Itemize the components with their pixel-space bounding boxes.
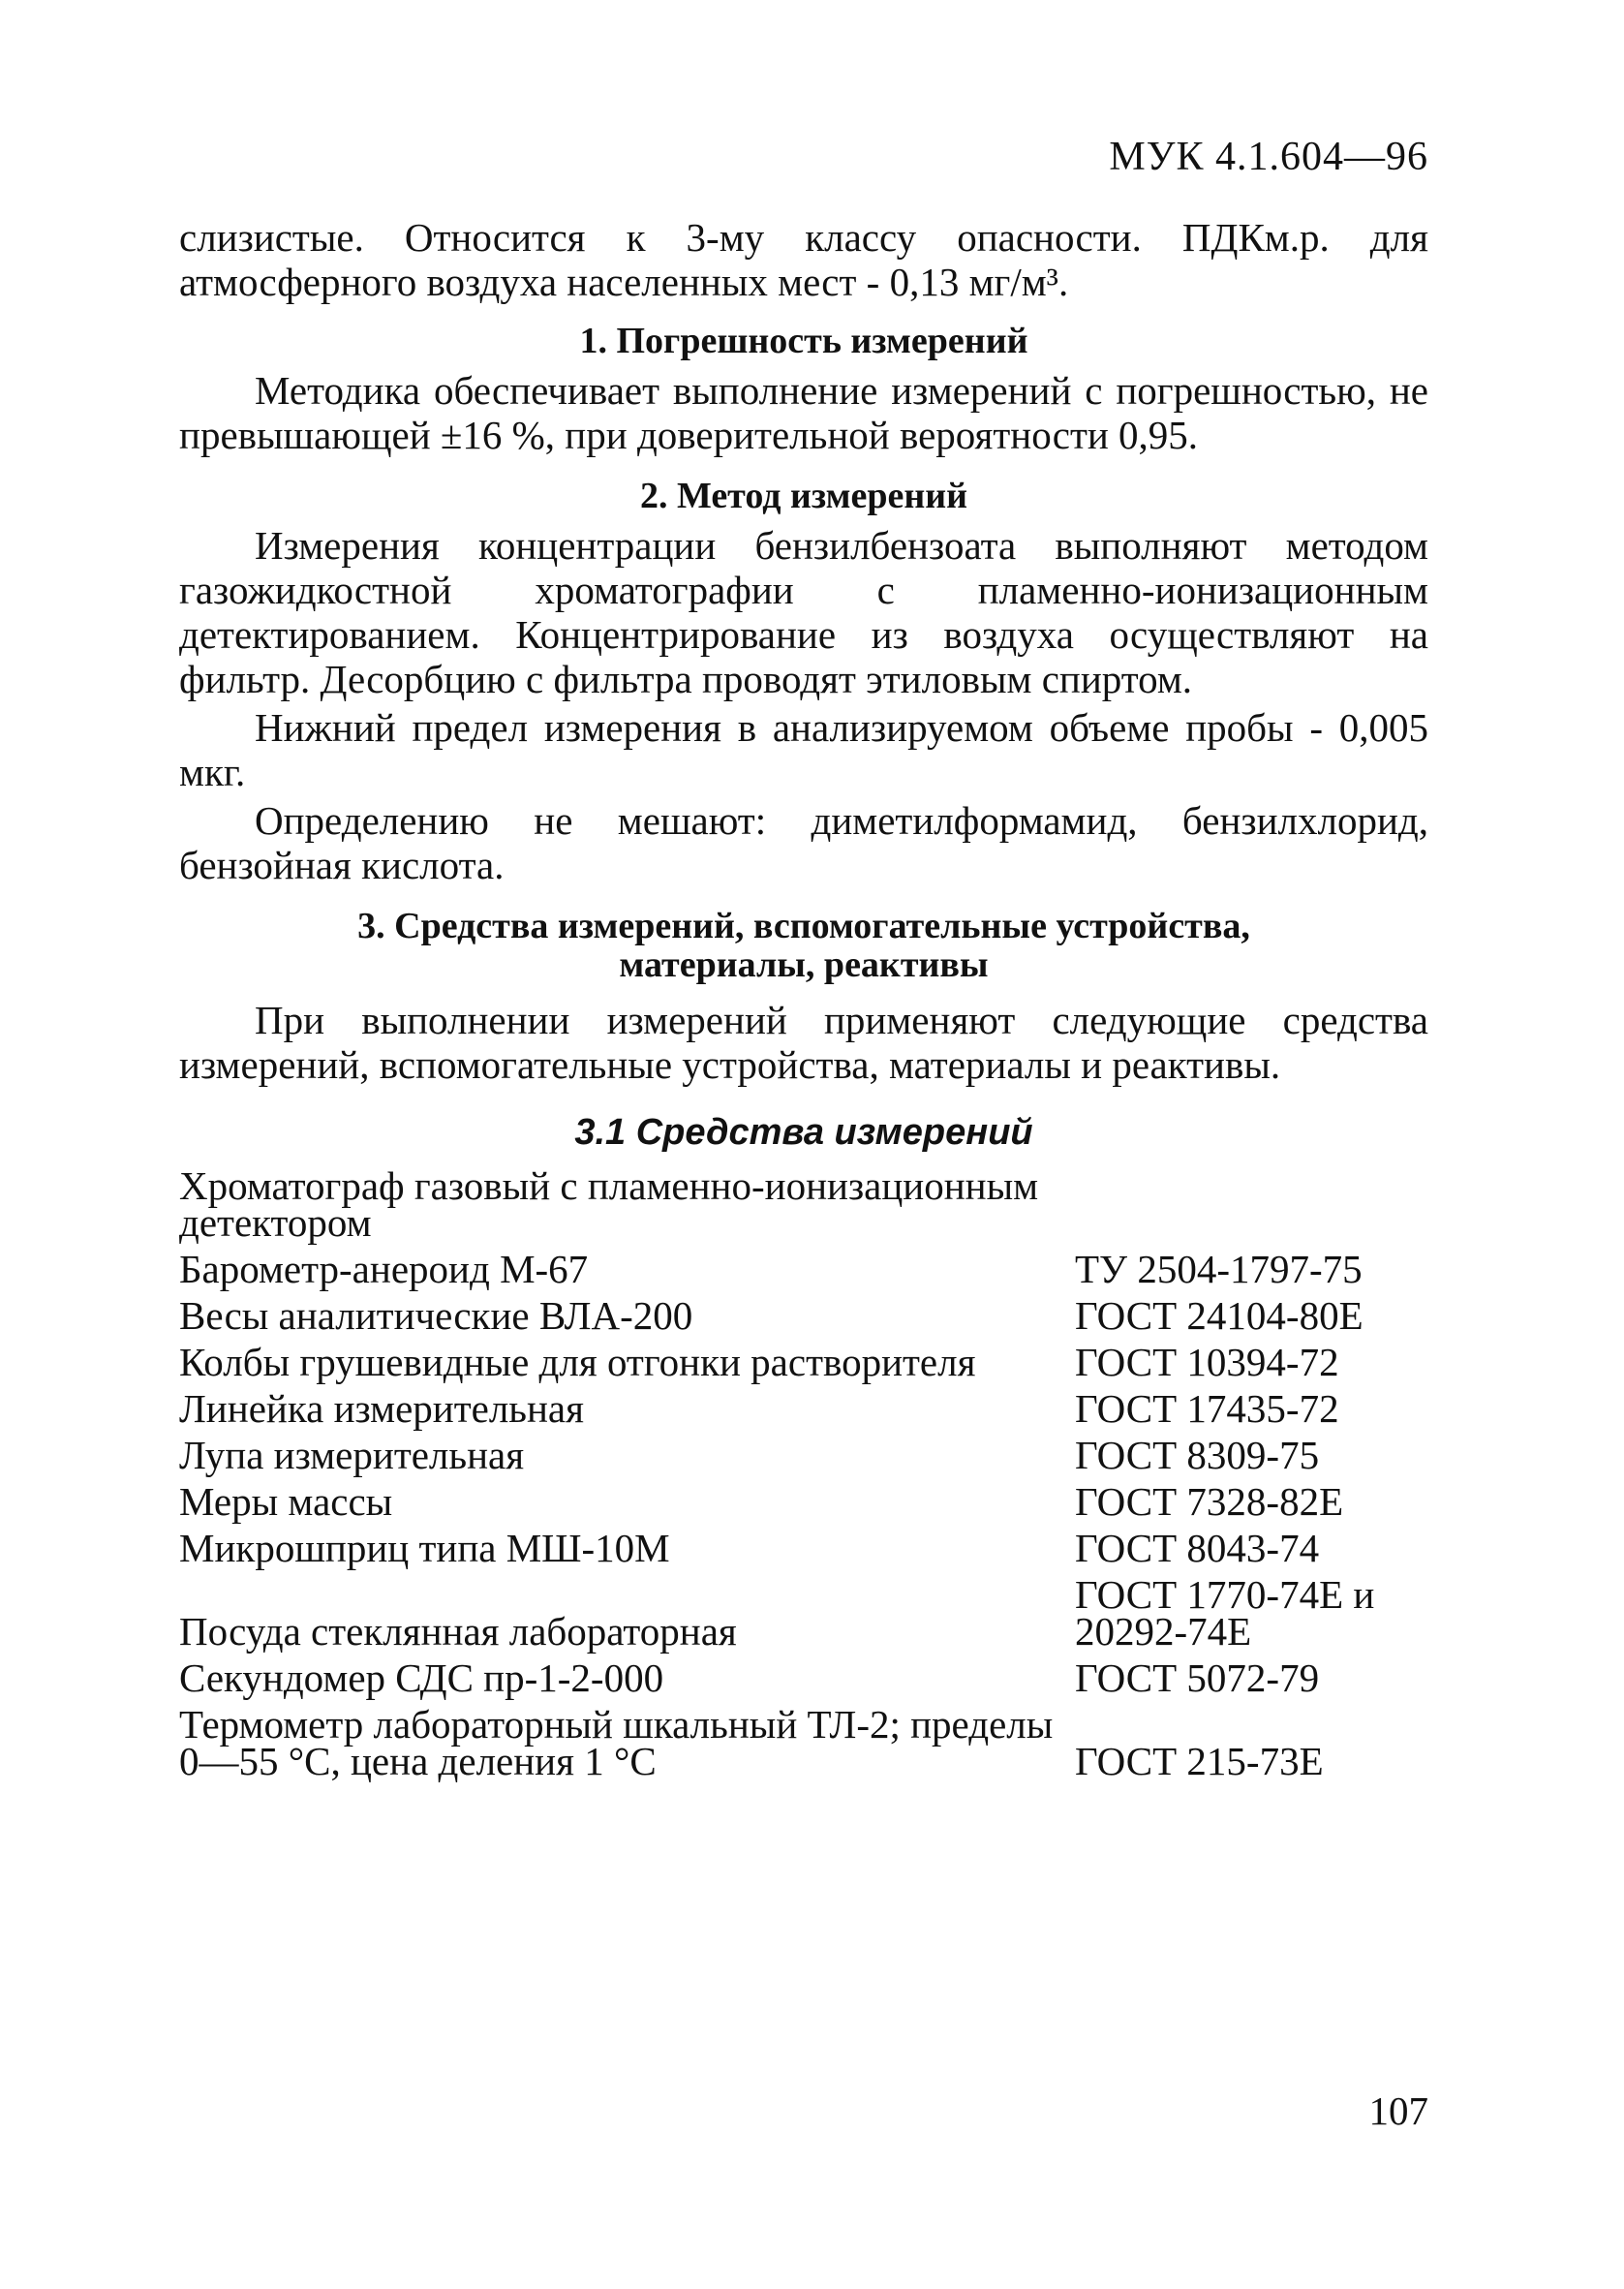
equipment-name: Лупа измерительная <box>179 1433 525 1477</box>
section-1-paragraph: Методика обеспечивает выполнение измерений с погрешностью, не превышающей ±16 %, при доверительной вероятности 0,95. <box>179 368 1428 457</box>
equipment-name: Хроматограф газовый с пламенно-ионизационным детектором <box>179 1163 1039 1245</box>
section-2-heading: 2. Метод измерений <box>639 476 968 516</box>
equipment-standard: ГОСТ 7328-82Е <box>1075 1479 1344 1524</box>
equipment-standard: ГОСТ 1770-74Е и 20292-74Е <box>1075 1572 1375 1654</box>
equipment-name: Весы аналитические ВЛА-200 <box>179 1293 693 1338</box>
equipment-name: Термометр лабораторный шкальный ТЛ-2; пределы 0—55 °С, цена деления 1 °С <box>179 1702 1054 1783</box>
section-3-paragraph: При выполнении измерений применяют следующие средства измерений, вспомогательные устройства, материалы и реактивы. <box>179 998 1428 1087</box>
equipment-name: Линейка измерительная <box>179 1386 584 1431</box>
page-content <box>179 215 1428 1783</box>
equipment-table <box>179 1163 1428 1783</box>
document-code: МУК 4.1.604—96 <box>1109 135 1428 179</box>
section-3-heading-line-1: 3. Средства измерений, вспомогательные устройства, <box>357 906 1250 946</box>
equipment-row <box>179 1287 1428 1334</box>
intro-paragraph: слизистые. Относится к 3-му классу опасности. ПДКм.р. для атмосферного воздуха населенных мест - 0,13 мг/м³. <box>179 215 1428 304</box>
section-3-heading <box>179 907 1428 984</box>
equipment-standard: ГОСТ 8309-75 <box>1075 1433 1320 1477</box>
equipment-standard: ГОСТ 24104-80Е <box>1075 1293 1364 1338</box>
document-page <box>179 0 1428 2289</box>
equipment-standard: ГОСТ 17435-72 <box>1075 1386 1339 1431</box>
section-2-paragraph-1: Измерения концентрации бензилбензоата выполняют методом газожидкостной хроматографии с пламенно-ионизационным детектированием. Концентрирование из воздуха осуществляют на фильтр. Десорбцию с фильтра проводят этиловым спиртом. <box>179 523 1428 701</box>
equipment-name: Микрошприц типа МШ-10М <box>179 1526 670 1570</box>
section-2-paragraph-2: Нижний предел измерения в анализируемом объеме пробы - 0,005 мкг. <box>179 705 1428 794</box>
equipment-standard: ТУ 2504-1797-75 <box>1075 1247 1363 1291</box>
equipment-row <box>179 1696 1428 1779</box>
equipment-row <box>179 1650 1428 1696</box>
equipment-row <box>179 1566 1428 1650</box>
page-number: 107 <box>1368 2088 1428 2133</box>
equipment-row <box>179 1334 1428 1380</box>
equipment-row <box>179 1473 1428 1520</box>
equipment-name: Барометр-анероид М-67 <box>179 1247 589 1291</box>
equipment-row <box>179 1241 1428 1287</box>
equipment-row <box>179 1520 1428 1566</box>
equipment-standard: ГОСТ 10394-72 <box>1075 1340 1339 1384</box>
equipment-name: Меры массы <box>179 1479 393 1524</box>
equipment-row <box>179 1427 1428 1473</box>
section-2-paragraph-3: Определению не мешают: диметилформамид, бензилхлорид, бензойная кислота. <box>179 798 1428 887</box>
equipment-standard: ГОСТ 215-73Е <box>1075 1739 1324 1783</box>
equipment-name: Секундомер СДС пр-1-2-000 <box>179 1655 664 1700</box>
equipment-name: Посуда стеклянная лабораторная <box>179 1609 737 1654</box>
equipment-row <box>179 1167 1428 1241</box>
equipment-standard: ГОСТ 8043-74 <box>1075 1526 1320 1570</box>
equipment-standard <box>1075 1167 1428 1241</box>
equipment-row <box>179 1380 1428 1427</box>
subsection-heading: 3.1 Средства измерений <box>574 1112 1033 1153</box>
equipment-name: Колбы грушевидные для отгонки растворителя <box>179 1340 976 1384</box>
section-3-heading-line-2: материалы, реактивы <box>619 944 989 985</box>
section-1-heading: 1. Погрешность измерений <box>579 321 1028 361</box>
equipment-standard: ГОСТ 5072-79 <box>1075 1655 1320 1700</box>
